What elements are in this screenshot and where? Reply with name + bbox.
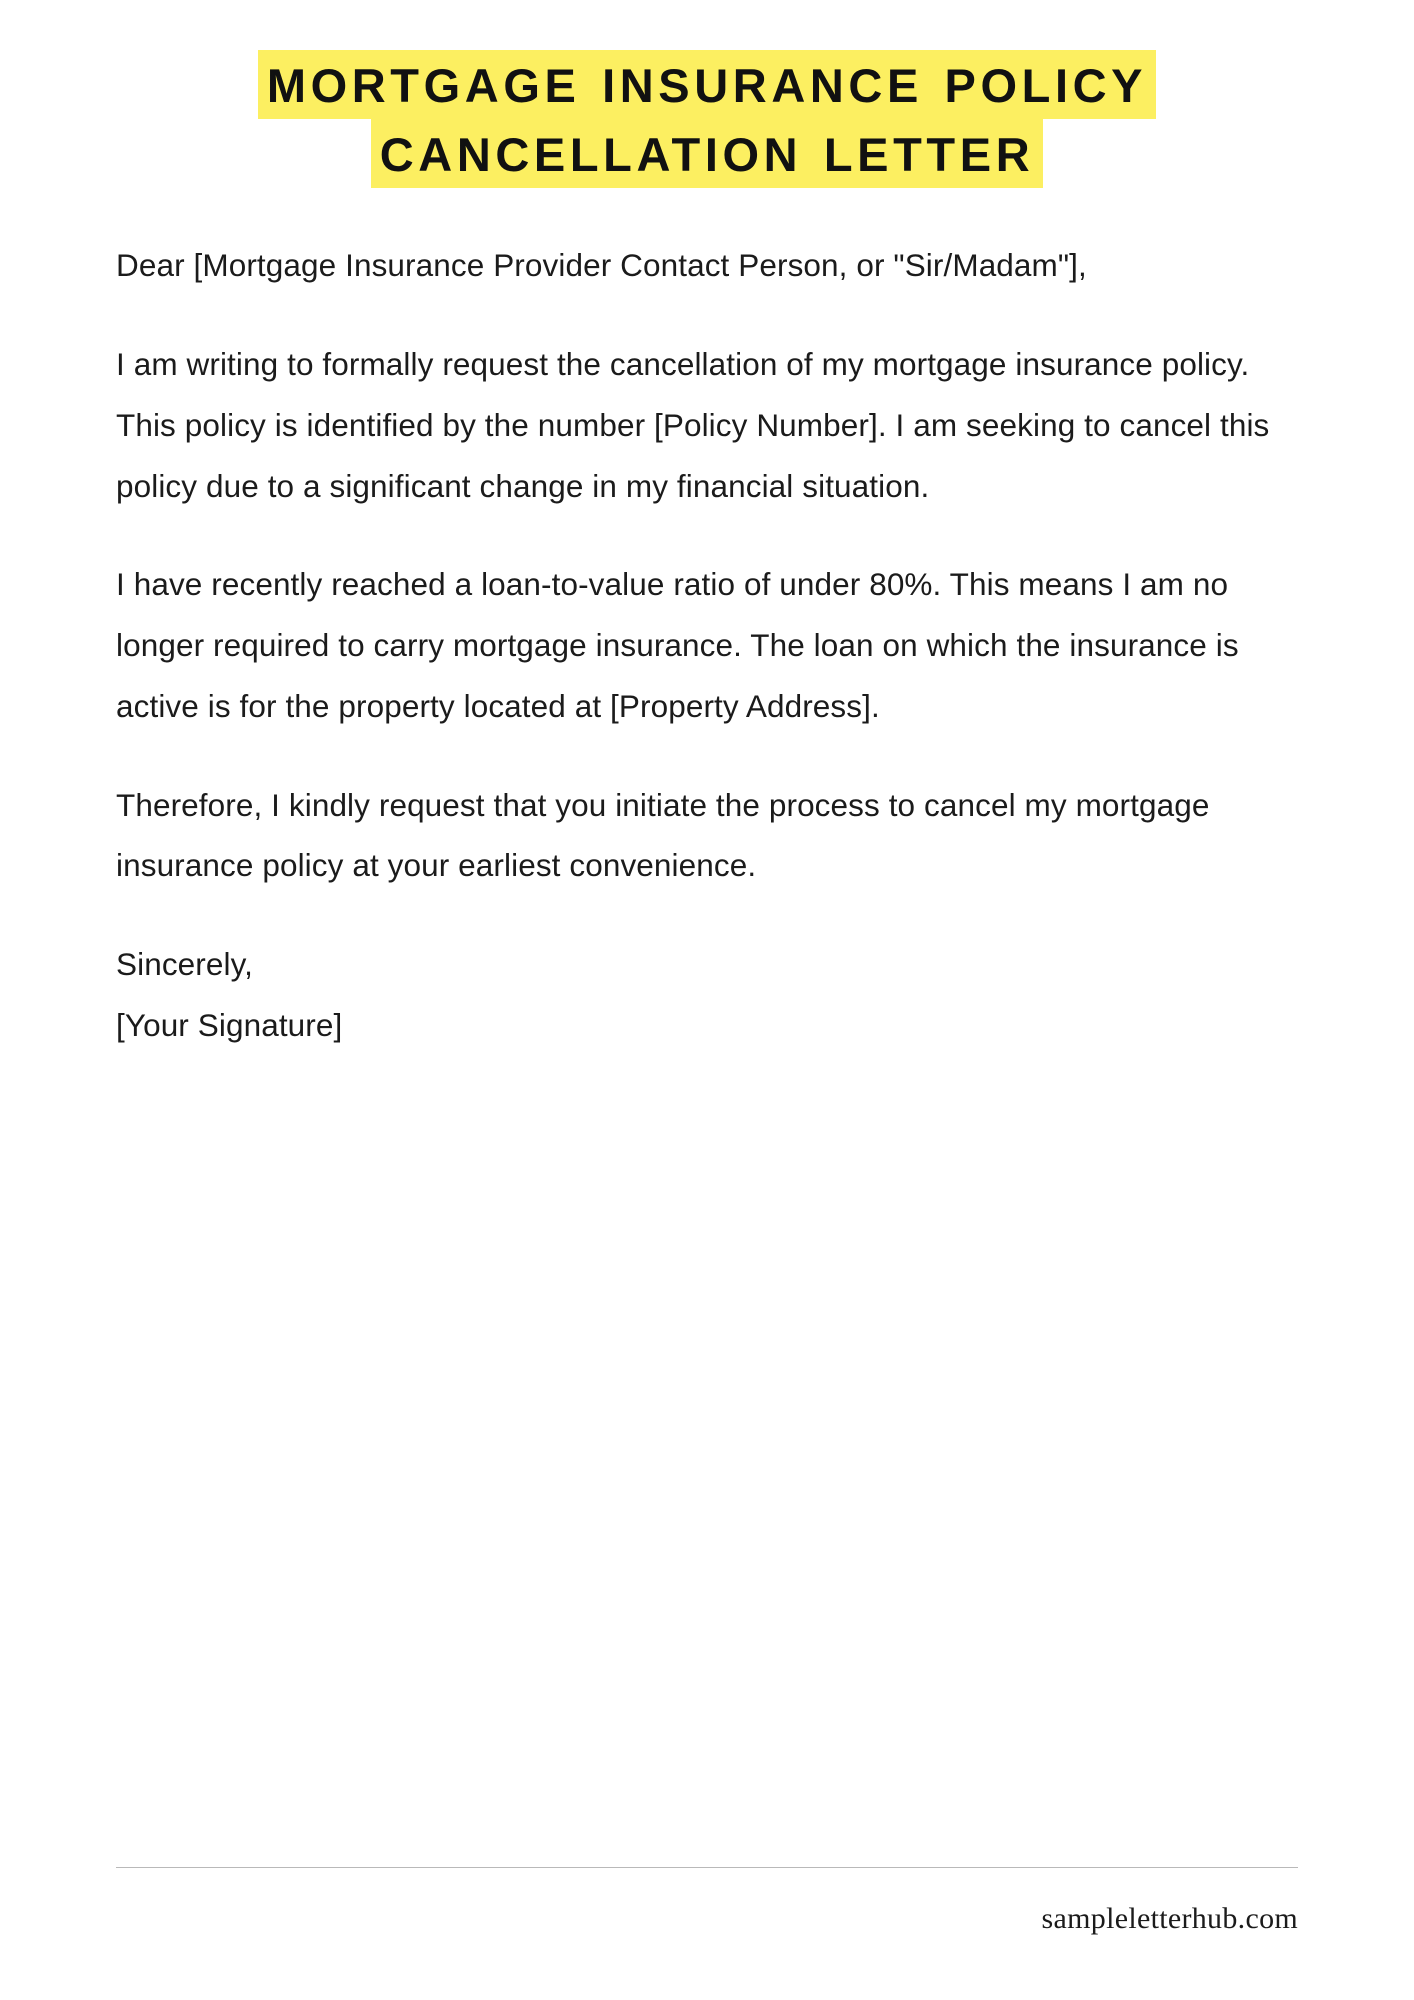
letter-body [0,235,1414,1056]
letter-signature-placeholder: [Your Signature] [116,1007,343,1044]
letter-paragraph-2: I have recently reached a loan-to-value ratio of under 80%. This means I am no longer required to carry mortgage insurance. The loan on which the insurance is active is for the property located at [Property Address]. [116,566,1239,724]
page-title [0,0,1414,189]
letter-closing: Sincerely, [116,946,253,983]
page-title-text: MORTGAGE INSURANCE POLICY CANCELLATION LETTER [258,50,1156,188]
letter-paragraph-1: I am writing to formally request the cancellation of my mortgage insurance policy. This policy is identified by the number [Policy Number]. I am seeking to cancel this policy due to a significant change in my financial situation. [116,346,1270,504]
footer-divider [116,1867,1298,1868]
footer-watermark: sampleletterhub.com [1041,1902,1298,1935]
letter-greeting: Dear [Mortgage Insurance Provider Contact Person, or "Sir/Madam"], [116,247,1087,284]
page-footer [116,1867,1298,1936]
letter-paragraph-3: Therefore, I kindly request that you initiate the process to cancel my mortgage insurance policy at your earliest convenience. [116,786,1210,884]
